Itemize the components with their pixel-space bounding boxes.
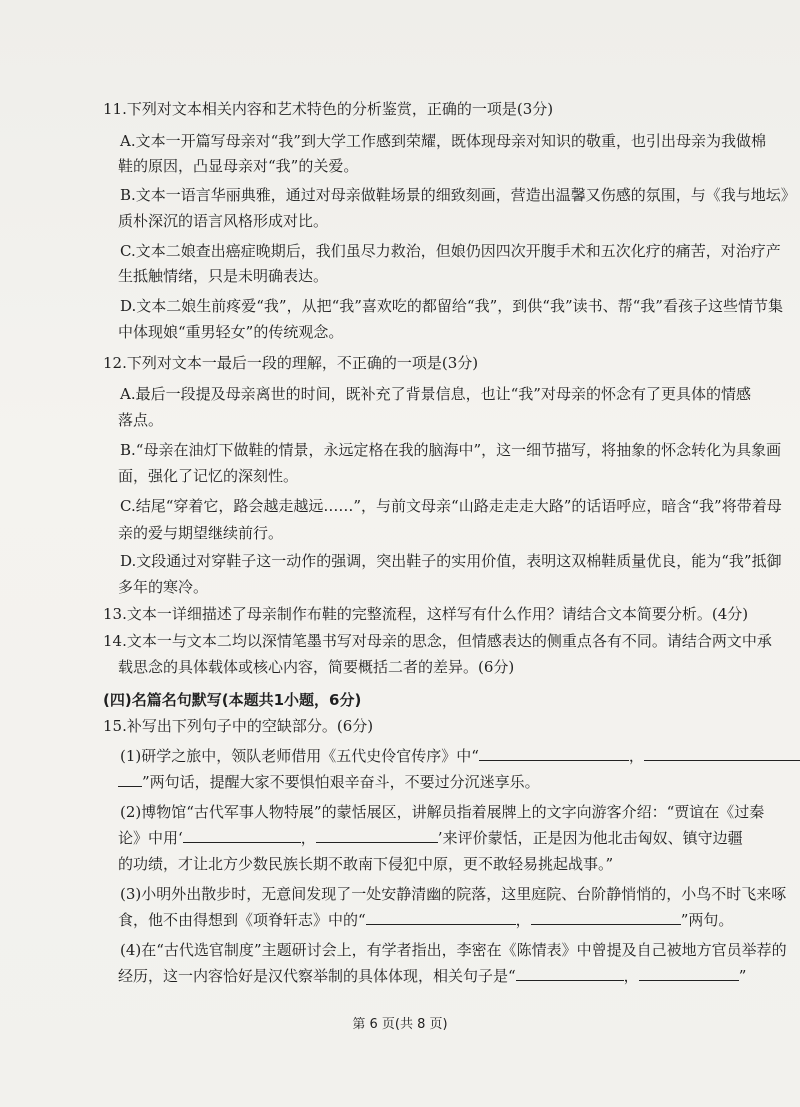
q12-option-b-line1: B.“母亲在油灯下做鞋的情景，永远定格在我的脑海中”，这一细节描写，将抽象的怀念转化为具象画 [120, 441, 782, 459]
q15-item1-text-c: ”两句话，提醒大家不要惧怕艰辛奋斗，不要过分沉迷享乐。 [142, 773, 540, 791]
q14-line2: 载思念的具体载体或核心内容，简要概括二者的差异。(6分) [118, 658, 515, 676]
section-4-title: (四)名篇名句默写(本题共1小题，6分) [103, 691, 362, 709]
q15-item4-text-d: ” [738, 967, 747, 985]
q15-item4-blank2[interactable] [639, 966, 739, 981]
q15-item4-sep: ， [623, 967, 639, 985]
q12-stem: 12.下列对文本一最后一段的理解，不正确的一项是(3分) [103, 354, 479, 372]
q11-option-b-line2: 质朴深沉的语言风格形成对比。 [118, 212, 329, 230]
q11-option-a-line1: A.文本一开篇写母亲对“我”到大学工作感到荣耀，既体现母亲对知识的敬重，也引出母亲为我做棉 [120, 132, 766, 150]
q15-item3-line2 [118, 910, 733, 930]
q15-item2-line3: 的功绩，才让北方少数民族长期不敢南下侵犯中原，更不敢轻易挑起战事。” [118, 855, 614, 873]
q11-option-c-line2: 生抵触情绪，只是未明确表达。 [118, 267, 329, 285]
q15-item2-text-b: 论》中用‘ [118, 829, 183, 847]
q15-item1-sep: ， [628, 747, 644, 765]
q11-option-c-line1: C.文本二娘查出癌症晚期后，我们虽尽力救治，但娘仍因四次开腹手术和五次化疗的痛苦，对治疗产 [120, 242, 781, 260]
q15-item3-line1: (3)小明外出散步时，无意间发现了一处安静清幽的院落，这里庭院、台阶静悄悄的，小鸟不时飞来啄 [120, 885, 787, 903]
q15-item1-blank2-cont[interactable] [118, 772, 142, 787]
q12-option-b-line2: 面，强化了记忆的深刻性。 [118, 467, 299, 485]
q15-item1-line1 [120, 746, 800, 766]
q15-item3-blank1[interactable] [366, 910, 516, 925]
q15-item3-text-d: ”两句。 [680, 911, 734, 929]
q15-item1-text-a: (1)研学之旅中，领队老师借用《五代史伶官传序》中“ [120, 747, 479, 765]
q11-option-d-line2: 中体现娘“重男轻女”的传统观念。 [118, 323, 344, 341]
q12-option-a-line2: 落点。 [118, 411, 164, 429]
q15-item4-text-b: 经历，这一内容恰好是汉代察举制的具体体现，相关句子是“ [118, 967, 516, 985]
q15-item3-blank2[interactable] [531, 910, 681, 925]
q12-option-d-line2: 多年的寒冷。 [118, 578, 209, 596]
q15-item2-sep: ， [300, 829, 316, 847]
q12-option-d-line1: D.文段通过对穿鞋子这一动作的强调，突出鞋子的实用价值，表明这双棉鞋质量优良，能为“我”抵御 [120, 552, 782, 570]
q11-stem: 11.下列对文本相关内容和艺术特色的分析鉴赏，正确的一项是(3分) [103, 100, 554, 118]
q15-item1-line2 [118, 772, 540, 792]
q12-option-c-line1: C.结尾“穿着它，路会越走越远……”，与前文母亲“山路走走走大路”的话语呼应，暗含“我”将带着母 [120, 497, 782, 515]
q12-option-a-line1: A.最后一段提及母亲离世的时间，既补充了背景信息，也让“我”对母亲的怀念有了更具体的情感 [120, 385, 751, 403]
q15-item4-line2 [118, 966, 746, 986]
q13-stem: 13.文本一详细描述了母亲制作布鞋的完整流程，这样写有什么作用？请结合文本简要分析。(4分) [103, 605, 749, 623]
q15-item2-text-d: ’来评价蒙恬，正是因为他北击匈奴、镇守边疆 [437, 829, 743, 847]
q12-option-c-line2: 亲的爱与期望继续前行。 [118, 524, 284, 542]
q11-option-d-line1: D.文本二娘生前疼爱“我”，从把“我”喜欢吃的都留给“我”，到供“我”读书、帮“我”看孩子这些情节集 [120, 297, 783, 315]
q15-item2-line1: (2)博物馆“古代军事人物特展”的蒙恬展区，讲解员指着展牌上的文字向游客介绍：“贾谊在《过秦 [120, 803, 765, 821]
q14-line1: 14.文本一与文本二均以深情笔墨书写对母亲的思念，但情感表达的侧重点各有不同。请结合两文中承 [103, 632, 772, 650]
q15-item4-line1: (4)在“古代选官制度”主题研讨会上，有学者指出，李密在《陈情表》中曾提及自己被地方官员举荐的 [120, 941, 787, 959]
q15-item3-text-b: 食，他不由得想到《项脊轩志》中的“ [118, 911, 366, 929]
q15-item1-blank2[interactable] [644, 746, 800, 761]
q11-option-a-line2: 鞋的原因，凸显母亲对“我”的关爱。 [118, 157, 359, 175]
q15-item4-blank1[interactable] [516, 966, 624, 981]
q15-item1-blank1[interactable] [479, 746, 629, 761]
q15-item3-sep: ， [515, 911, 531, 929]
q15-stem: 15.补写出下列句子中的空缺部分。(6分) [103, 717, 374, 735]
page-footer: 第 6 页(共 8 页) [352, 1017, 448, 1032]
q15-item2-line2 [118, 828, 743, 848]
q15-item2-blank2[interactable] [316, 828, 438, 843]
q15-item2-blank1[interactable] [183, 828, 301, 843]
q11-option-b-line1: B.文本一语言华丽典雅，通过对母亲做鞋场景的细致刻画，营造出温馨又伤感的氛围，与《我与地坛》 [120, 186, 796, 204]
